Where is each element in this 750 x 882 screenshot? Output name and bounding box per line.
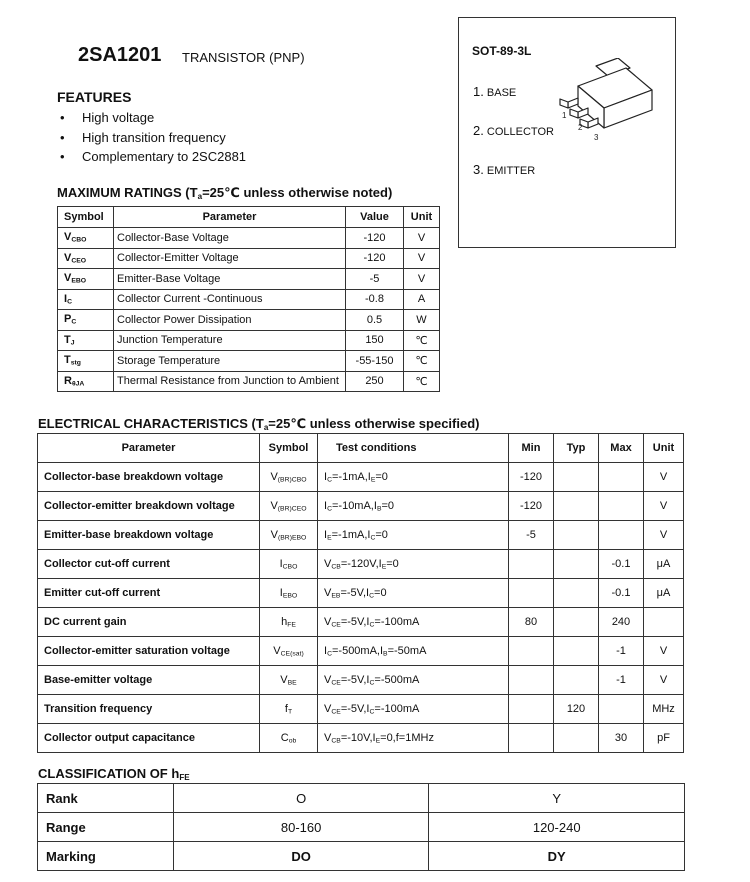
pin-2-label: 2. COLLECTOR	[473, 123, 554, 138]
features-list	[60, 108, 246, 167]
header-cell: Min	[509, 434, 554, 463]
table-row: $T_J$ Junction Temperature 150 ℃	[58, 330, 440, 351]
electrical-table	[37, 433, 684, 753]
header-cell: Parameter	[38, 434, 260, 463]
table-row: $I_C$ Collector Current -Continuous -0.8 A	[58, 289, 440, 310]
part-type: TRANSISTOR (PNP)	[182, 50, 305, 65]
table-row: $R_{\theta JA}$ Thermal Resistance from Junction to Ambient 250 ℃	[58, 371, 440, 392]
drawing-pin-2: 2	[578, 123, 583, 132]
table-row: Collector-emitter saturation voltage $V_{CE(sat)}$ $I_C=-500mA,I_B=-50mA$ -1 V	[38, 637, 684, 666]
features-heading: FEATURES	[57, 89, 132, 105]
table-row: Collector output capacitance $C_{ob}$ $V_{CB}=-10V,I_E=0,f=1MHz$ 30 pF	[38, 724, 684, 753]
header-cell: Unit	[404, 207, 440, 228]
table-header-row	[38, 434, 684, 463]
max-ratings-table	[57, 206, 440, 392]
table-row: $V_{CBO}$ Collector-Base Voltage -120 V	[58, 228, 440, 249]
part-number: 2SA1201	[78, 44, 162, 66]
classification-table	[37, 783, 685, 871]
table-row: Transition frequency $f_T$ $V_{CE}=-5V,I_C=-100mA$ 120 MHz	[38, 695, 684, 724]
drawing-pin-3: 3	[594, 133, 599, 142]
header-cell: Symbol	[260, 434, 318, 463]
table-row: $T_{stg}$ Storage Temperature -55-150 ℃	[58, 351, 440, 372]
table-row: Range 80-160 120-240	[38, 813, 685, 842]
table-row: Rank O Y	[38, 784, 685, 813]
table-row: $V_{EBO}$ Emitter-Base Voltage -5 V	[58, 269, 440, 290]
pin-1-label: 1. BASE	[473, 84, 517, 99]
electrical-heading: ELECTRICAL CHARACTERISTICS ($T_a=25℃$ unless otherwise specified)	[38, 416, 480, 432]
header-cell: Symbol	[58, 207, 114, 228]
header-cell: Test conditions	[318, 434, 509, 463]
sot89-package-drawing-icon	[556, 58, 666, 148]
table-row: $P_C$ Collector Power Dissipation 0.5 W	[58, 310, 440, 331]
header-cell: Parameter	[114, 207, 346, 228]
drawing-pin-1: 1	[562, 111, 567, 120]
header-cell: Max	[599, 434, 644, 463]
max-ratings-heading: MAXIMUM RATINGS ($T_a=25℃$ unless otherwise noted)	[57, 185, 393, 201]
table-row: Collector-base breakdown voltage $V_{(BR)CBO}$ $I_C=-1mA,I_E=0$ -120 V	[38, 463, 684, 492]
feature-item: • Complementary to 2SC2881	[60, 147, 246, 167]
header-cell: Unit	[644, 434, 684, 463]
table-row: Base-emitter voltage $V_{BE}$ $V_{CE}=-5V,I_C=-500mA$ -1 V	[38, 666, 684, 695]
classification-heading: CLASSIFICATION OF $h_{FE}$	[38, 766, 190, 782]
header-cell: Typ	[554, 434, 599, 463]
table-row: Emitter cut-off current $I_{EBO}$ $V_{EB}=-5V,I_C=0$ -0.1 μA	[38, 579, 684, 608]
package-title: SOT-89-3L	[472, 44, 532, 58]
table-row: $V_{CEO}$ Collector-Emitter Voltage -120 V	[58, 248, 440, 269]
pin-3-label: 3. EMITTER	[473, 162, 536, 177]
feature-item: • High voltage	[60, 108, 246, 128]
feature-item: • High transition frequency	[60, 128, 246, 148]
table-row: Emitter-base breakdown voltage $V_{(BR)EBO}$ $I_E=-1mA,I_C=0$ -5 V	[38, 521, 684, 550]
table-row: DC current gain $h_{FE}$ $V_{CE}=-5V,I_C=-100mA$ 80 240	[38, 608, 684, 637]
table-row: Marking DO DY	[38, 842, 685, 871]
header-cell: Value	[346, 207, 404, 228]
table-row: Collector-emitter breakdown voltage $V_{(BR)CEO}$ $I_C=-10mA,I_B=0$ -120 V	[38, 492, 684, 521]
table-row: Collector cut-off current $I_{CBO}$ $V_{CB}=-120V,I_E=0$ -0.1 μA	[38, 550, 684, 579]
table-header-row	[58, 207, 440, 228]
